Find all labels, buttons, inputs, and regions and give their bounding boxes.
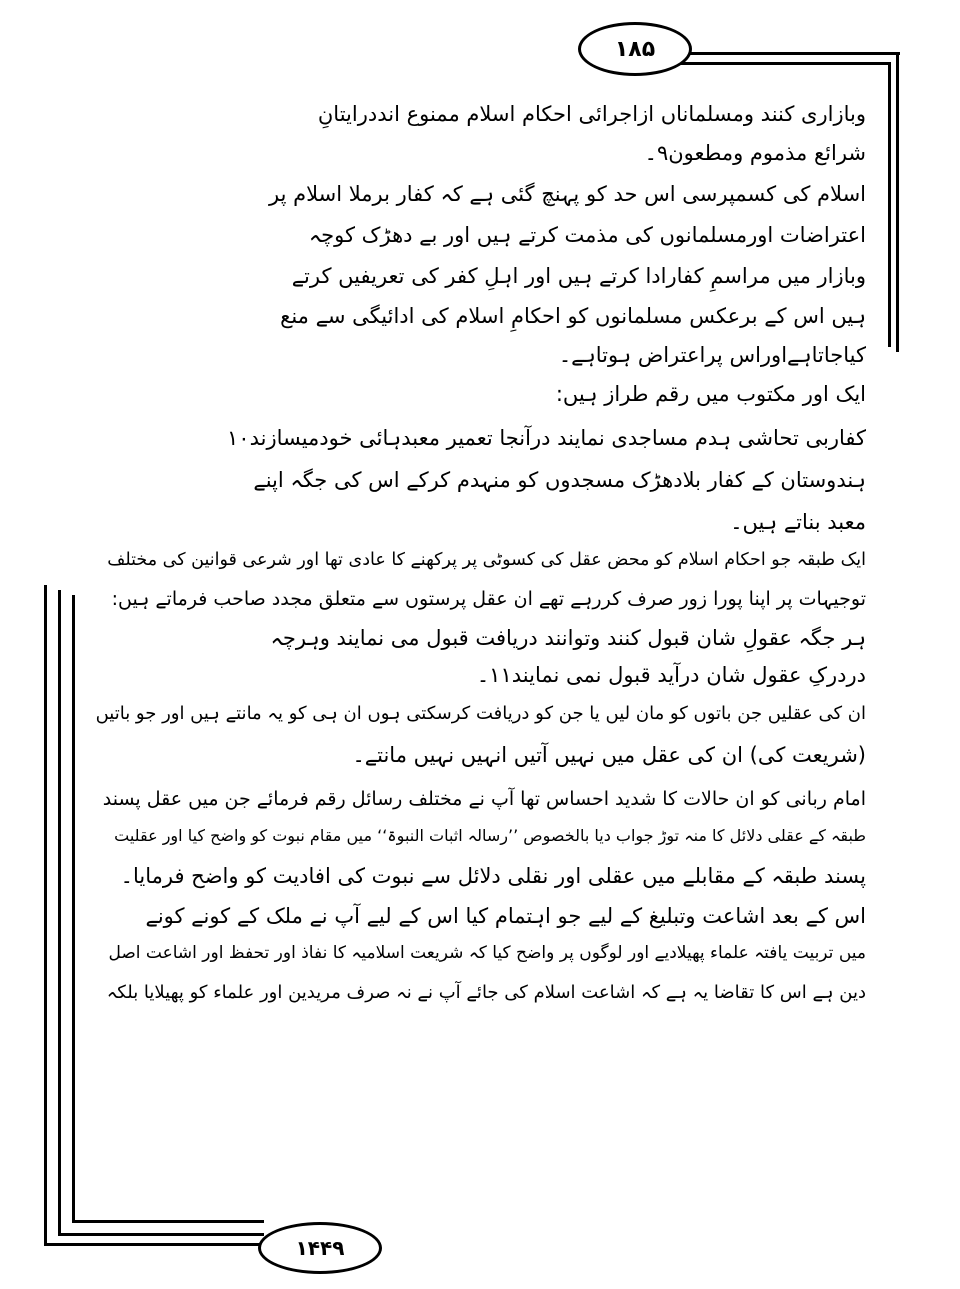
text-line: دین ہے اس کا تقاضا یہ ہے کہ اشاعت اسلام کی جائے آپ نے نہ صرف مریدین اور علماء کو پھیلایا بلکہ — [106, 982, 866, 1003]
footer-page-number-text: ۱۴۴۹ — [295, 1236, 345, 1260]
text-line: ہر جگہ عقولِ شان قبول کنند وتوانند دریافت قبول می نمایند وہرچہ — [270, 626, 866, 650]
footer-page-number — [258, 1222, 382, 1274]
frame-left-vertical-mid — [58, 590, 61, 1235]
frame-bottom-left-horizontal-outer — [44, 1243, 264, 1246]
text-line: اسلام کی کسمپرسی اس حد کو پہنچ گئی ہے کہ کفار برملا اسلام پر — [268, 182, 866, 206]
text-line: ان کی عقلیں جن باتوں کو مان لیں یا جن کو دریافت کرسکتی ہوں ان ہی کو یہ مانتے ہیں اور جو باتیں — [95, 703, 866, 724]
text-line: معبد بناتے ہیں۔ — [730, 510, 866, 534]
text-line: طبقہ کے عقلی دلائل کا منہ توڑ جواب دیا بالخصوص ’’رسالہ اثبات النبوۃ‘‘ میں مقام نبوت کو واضح کیا اور عقلیت — [114, 826, 866, 845]
frame-right-vertical-outer — [896, 52, 899, 352]
text-line: دردرکِ عقول شان درآید قبول نمی نمایند۱۱۔ — [476, 663, 866, 687]
frame-bottom-left-horizontal-mid — [58, 1233, 264, 1236]
frame-bottom-left-horizontal-inner — [72, 1220, 264, 1223]
page-body — [96, 0, 866, 1200]
text-line: کیاجاتاہےاوراس پراعتراض ہوتاہے۔ — [558, 343, 866, 367]
text-line: وبازار میں مراسمِ کفارادا کرتے ہیں اور اہلِ کفر کی تعریفیں کرتے — [291, 264, 866, 288]
text-line: امام ربانی کو ان حالات کا شدید احساس تھا آپ نے مختلف رسائل رقم فرمائے جن میں عقل پسند — [102, 788, 866, 810]
text-line: شرائع مذموم ومطعون۹۔ — [644, 141, 866, 165]
text-line: کفاربی تحاشی ہدم مساجدی نمایند درآنجا تعمیر معبدہائی خودمیسازند۱۰ — [227, 426, 866, 450]
text-line: ہندوستان کے کفار بلادھڑک مسجدوں کو منہدم کرکے اس کی جگہ اپنے — [253, 468, 866, 492]
frame-right-vertical-inner — [888, 62, 891, 347]
frame-left-vertical-outer — [44, 585, 47, 1245]
text-line: میں تربیت یافتہ علماء پھیلادیے اور لوگوں پر واضح کیا کہ شریعت اسلامیہ کا نفاذ اور تحفظ اور اشاعت اصل — [108, 943, 866, 963]
text-line: ایک طبقہ جو احکام اسلام کو محض عقل کی کسوٹی پر پرکھنے کا عادی تھا اور شرعی قوانین کی مختلف — [107, 550, 866, 570]
frame-left-vertical-inner — [72, 595, 75, 1220]
text-line: پسند طبقہ کے مقابلے میں عقلی اور نقلی دلائل سے نبوت کی افادیت کو واضح فرمایا۔ — [120, 864, 866, 888]
text-line: اعتراضات اورمسلمانوں کی مذمت کرتے ہیں اور بے دھڑک کوچہ — [308, 223, 866, 247]
text-line: ہیں اس کے برعکس مسلمانوں کو احکامِ اسلام کی ادائیگی سے منع — [280, 304, 866, 328]
text-line: ایک اور مکتوب میں رقم طراز ہیں: — [555, 382, 866, 406]
text-line: وبازاری کنند ومسلماناں ازاجرائی احکام اسلام ممنوع انددرایتانِ — [317, 102, 866, 126]
text-line: (شریعت کی) ان کی عقل میں نہیں آتیں انہیں نہیں مانتے۔ — [352, 743, 866, 767]
header-page-number-text: ۱۸۵ — [614, 36, 656, 62]
text-line: اس کے بعد اشاعت وتبلیغ کے لیے جو اہتمام کیا اس کے لیے آپ نے ملک کے کونے کونے — [145, 904, 866, 928]
text-line: توجیہات پر اپنا پورا زور صرف کررہے تھے ان عقل پرستوں سے متعلق مجدد صاحب فرماتے ہیں: — [111, 588, 866, 610]
